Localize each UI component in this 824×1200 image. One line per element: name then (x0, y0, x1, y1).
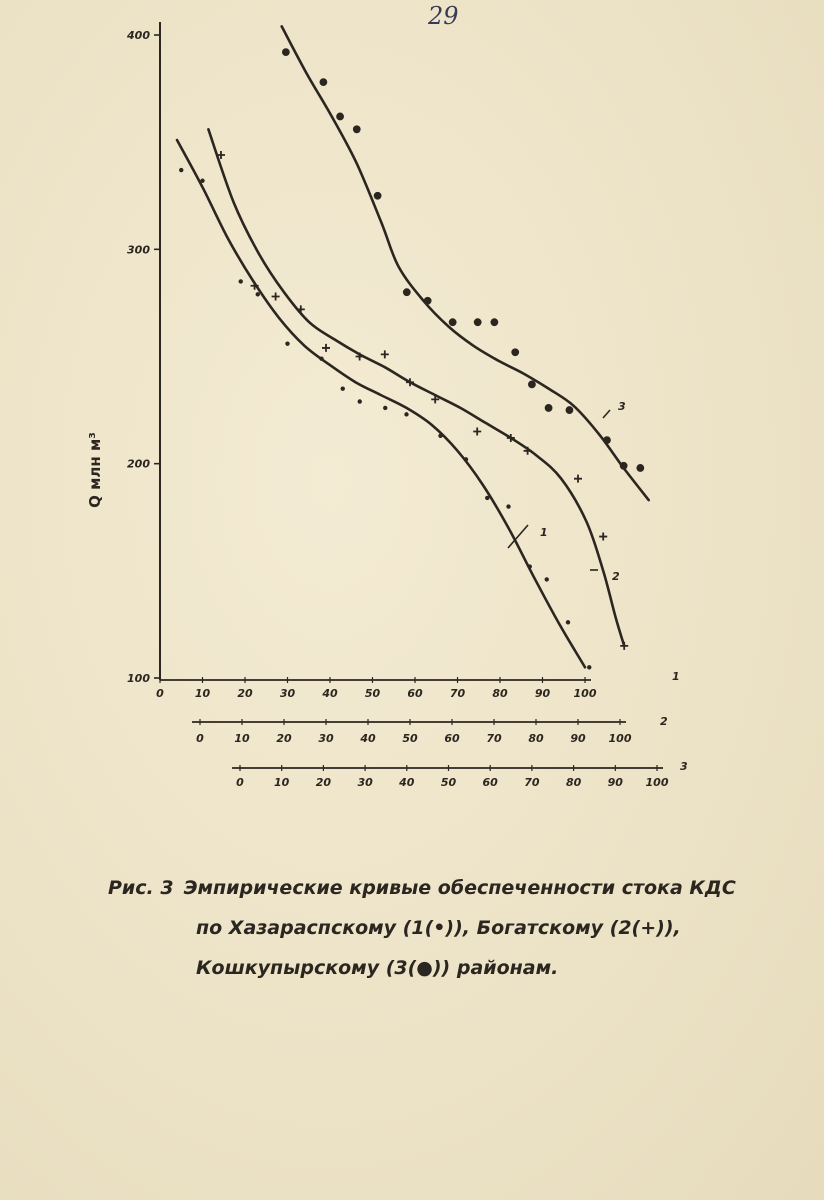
series-1-point (358, 399, 362, 403)
series-1-point (485, 496, 489, 500)
x-axis-2-tick-label: 30 (318, 732, 334, 745)
series-2-point (297, 305, 305, 313)
x-axis-2-tick-label: 90 (570, 732, 586, 745)
series-1-point (256, 292, 260, 296)
series-3-point (604, 437, 611, 444)
y-tick-label: 300 (127, 243, 150, 257)
series-1-point (587, 665, 591, 669)
series-2-point (620, 642, 628, 650)
series-1-point (200, 179, 204, 183)
series-1-point (285, 341, 289, 345)
series-1-point (383, 406, 387, 410)
x-axis-1-tick-label: 40 (322, 687, 338, 700)
curve-label-1: 1 (540, 526, 548, 539)
curve-label-3: 3 (618, 400, 626, 413)
series-1-point (528, 564, 532, 568)
series-1-point (239, 279, 243, 283)
series-3-point (545, 405, 552, 412)
series-1-point (566, 620, 570, 624)
caption-line-1 (108, 868, 798, 908)
x-axis-3-tick-label: 10 (274, 776, 290, 789)
x-axis-3-tick-label: 100 (645, 776, 669, 789)
chart-labels (508, 400, 626, 583)
series-3-point (529, 381, 536, 388)
series-2-curve (208, 129, 624, 646)
x-axis-2-tick-label: 100 (608, 732, 632, 745)
series-1-point (506, 504, 510, 508)
chart-axes (86, 22, 688, 789)
x-axis-2-tick-label: 10 (234, 732, 250, 745)
x-axis-1-tick-label: 50 (364, 687, 381, 700)
page-number: 29 (428, 2, 459, 30)
x-axis-3-tick-label: 40 (399, 776, 415, 789)
y-tick-label: 400 (127, 29, 150, 42)
series-3-point (403, 289, 410, 296)
series-3-curve (282, 26, 649, 500)
series-2-point (599, 533, 607, 541)
caption-line-2: по Хазараспскому (1(•)), Богатскому (2(+)), (196, 917, 681, 939)
series-2-point (322, 344, 330, 352)
series-3-point (424, 297, 431, 304)
series-2-point (272, 292, 280, 300)
curve-label-2: 2 (612, 570, 620, 583)
y-axis-label: Q млн м³ (86, 432, 104, 508)
x-axis-3-tick-label: 90 (607, 776, 623, 789)
series-3-point (491, 319, 498, 326)
x-axis-3-tick-label: 20 (315, 776, 332, 789)
y-tick-label: 100 (127, 672, 150, 685)
x-axis-1-tick-label: 90 (534, 687, 551, 700)
x-axis-3-tick-label: 60 (482, 776, 498, 789)
x-axis-1-tick-label: 20 (237, 687, 253, 700)
x-axis-1-tick-label: 70 (449, 687, 466, 700)
series-2-point (473, 428, 481, 436)
x-axis-2-tick-label: 70 (486, 732, 502, 745)
x-axis-3-tick-label: 50 (440, 776, 457, 789)
x-axis-1-tick-label: 0 (156, 687, 164, 700)
series-1-point (404, 412, 408, 416)
series-3-point (374, 192, 381, 199)
caption-text-1: Эмпирические кривые обеспеченности стока КДС (183, 877, 736, 899)
series-3-point (282, 49, 289, 56)
x-axis-1-tick-label: 60 (407, 687, 423, 700)
chart-curves (177, 26, 649, 667)
x-axis-1-label: 1 (672, 670, 680, 683)
series-3-point (512, 349, 519, 356)
series-3-point (337, 113, 344, 120)
x-axis-3-tick-label: 0 (236, 776, 244, 789)
series-3-point (566, 407, 573, 414)
series-1-point (319, 356, 323, 360)
x-axis-2-tick-label: 40 (360, 732, 376, 745)
chart-markers (179, 49, 644, 670)
series-3-point (449, 319, 456, 326)
x-axis-1-tick-label: 80 (492, 687, 508, 700)
x-axis-1-tick-label: 10 (194, 687, 211, 700)
series-3-point (353, 126, 360, 133)
x-axis-3-label: 3 (680, 760, 688, 773)
x-axis-1-tick-label: 100 (573, 687, 597, 700)
series-1-point (545, 577, 549, 581)
x-axis-2-tick-label: 80 (528, 732, 544, 745)
x-axis-2-tick-label: 20 (276, 732, 292, 745)
series-3-point (474, 319, 481, 326)
series-1-point (464, 457, 468, 461)
series-3-point (620, 462, 627, 469)
x-axis-2-tick-label: 60 (444, 732, 460, 745)
x-axis-2-label: 2 (660, 715, 668, 728)
x-axis-2-tick-label: 0 (196, 732, 204, 745)
series-3-point (637, 465, 644, 472)
x-axis-2-tick-label: 50 (402, 732, 418, 745)
series-2-point (381, 350, 389, 358)
series-1-point (341, 386, 345, 390)
series-3-point (320, 79, 327, 86)
series-1-point (179, 168, 183, 172)
figure-label: Рис. 3 (108, 877, 174, 899)
y-tick-label: 200 (127, 457, 150, 471)
x-axis-3-tick-label: 30 (357, 776, 373, 789)
series-2-point (574, 475, 582, 483)
x-axis-3-tick-label: 70 (524, 776, 540, 789)
x-axis-1-tick-label: 30 (279, 687, 296, 700)
x-axis-3-tick-label: 80 (565, 776, 582, 789)
figure-caption (108, 868, 798, 988)
curve-label-leader (603, 410, 610, 418)
caption-line-3: Кошкупырскому (3(●)) районам. (196, 957, 559, 979)
series-1-point (438, 434, 442, 438)
